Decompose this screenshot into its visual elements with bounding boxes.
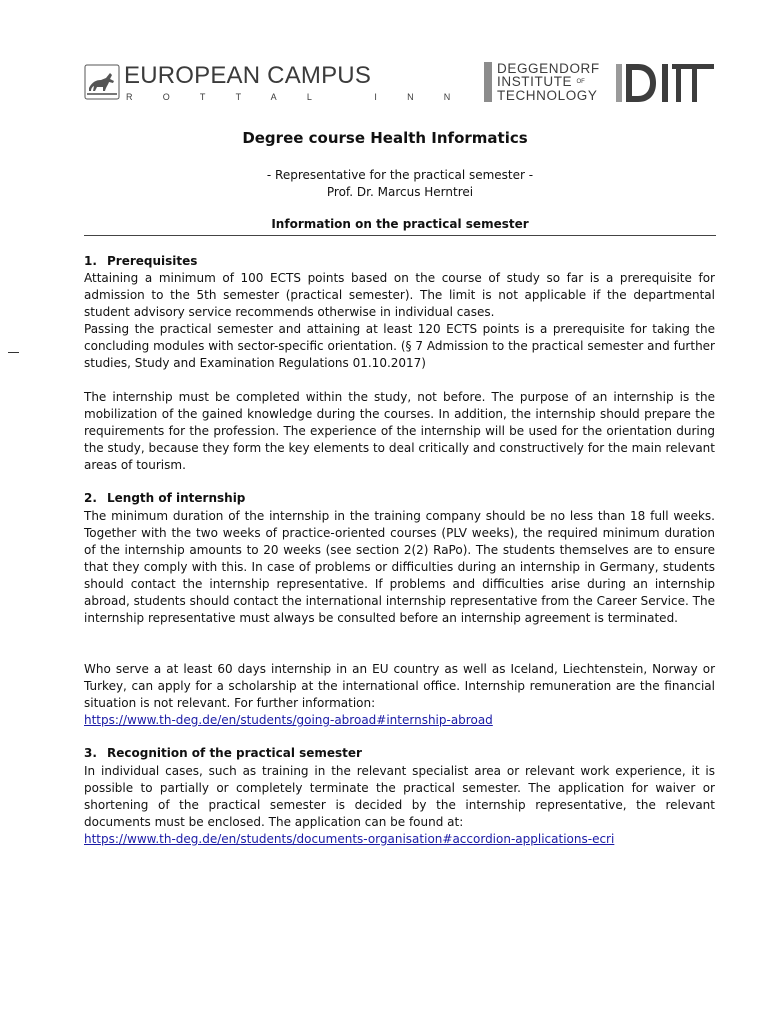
section-heading-prerequisites: 1. Prerequisites [84, 254, 198, 268]
horse-emblem-icon [84, 64, 120, 100]
representative-name: Prof. Dr. Marcus Herntrei [326, 185, 474, 199]
dit-line-1: DEGGENDORF [497, 61, 600, 76]
logo-title: EUROPEAN CAMPUS [124, 62, 372, 89]
dit-monogram [616, 62, 716, 104]
document-subtitle: - Representative for the practical semester - [266, 168, 534, 182]
dit-logo [484, 62, 716, 106]
logo-subtitle: ROTTAL INN [126, 92, 481, 102]
paragraph: In individual cases, such as training in the relevant specialist area or relevant work experience, it is possible to partially or completely terminate the practical semester. The application for waiver or shortening of the practical semester is decided by the internship representative, the relevant documents must be enclosed. The application can be found at: [84, 764, 715, 829]
european-campus-logo [84, 62, 481, 106]
section-heading-recognition: 3. Recognition of the practical semester [84, 746, 362, 760]
document-title: Degree course Health Informatics [242, 129, 528, 147]
paragraph: The minimum duration of the internship in the training company should be no less than 18 full weeks. Together with the two weeks of practice-oriented courses (PLV weeks), the required minimum duration of the internship amounts to 20 weeks (see section 2(2) RaPo). The students themselves are to ensure that they comply with this. In case of problems or difficulties during an internship in Germany, students should contact the internship representative. If problems and difficulties arise during an internship abroad, students should contact the international internship representative from the Career Service. The internship representative must always be consulted before an internship agreement is terminated. [84, 509, 715, 625]
applications-link[interactable]: https://www.th-deg.de/en/students/documents-organisation#accordion-applications-ecri [84, 832, 615, 846]
dit-wordmark [497, 62, 600, 102]
paragraph: Who serve a at least 60 days internship in an EU country as well as Iceland, Liechtenstein, Norway or Turkey, can apply for a scholarship at the international office. Internship remuneration are the financial situation is not relevant. For further information: [84, 662, 715, 710]
logo-bar [484, 62, 492, 102]
info-heading: Information on the practical semester [84, 217, 716, 236]
paragraph: The internship must be completed within the study, not before. The purpose of an internship is the mobilization of the gained knowledge during the courses. In addition, the internship should prepare the requirements for the profession. The experience of the internship will be used for the orientation during the study, because they form the key elements to deal critically and constructively for the main relevant areas of tourism. [84, 390, 715, 472]
paragraph: Attaining a minimum of 100 ECTS points based on the course of study so far is a prerequisite for admission to the 5th semester (practical semester). The limit is not applicable if the departmental student advisory service recommends otherwise in individual cases. [84, 271, 715, 319]
paragraph: Passing the practical semester and attaining at least 120 ECTS points is a prerequisite for taking the concluding modules with sector-specific orientation. (§ 7 Admission to the practical semester and further studies, Study and Examination Regulations 01.10.2017) [84, 322, 715, 370]
margin-mark [8, 352, 19, 353]
internship-abroad-link[interactable]: https://www.th-deg.de/en/students/going-abroad#internship-abroad [84, 713, 493, 727]
section-heading-length: 2. Length of internship [84, 491, 246, 505]
dit-line-3: TECHNOLOGY [497, 87, 598, 103]
dit-line-2: INSTITUTE OF [497, 74, 585, 89]
